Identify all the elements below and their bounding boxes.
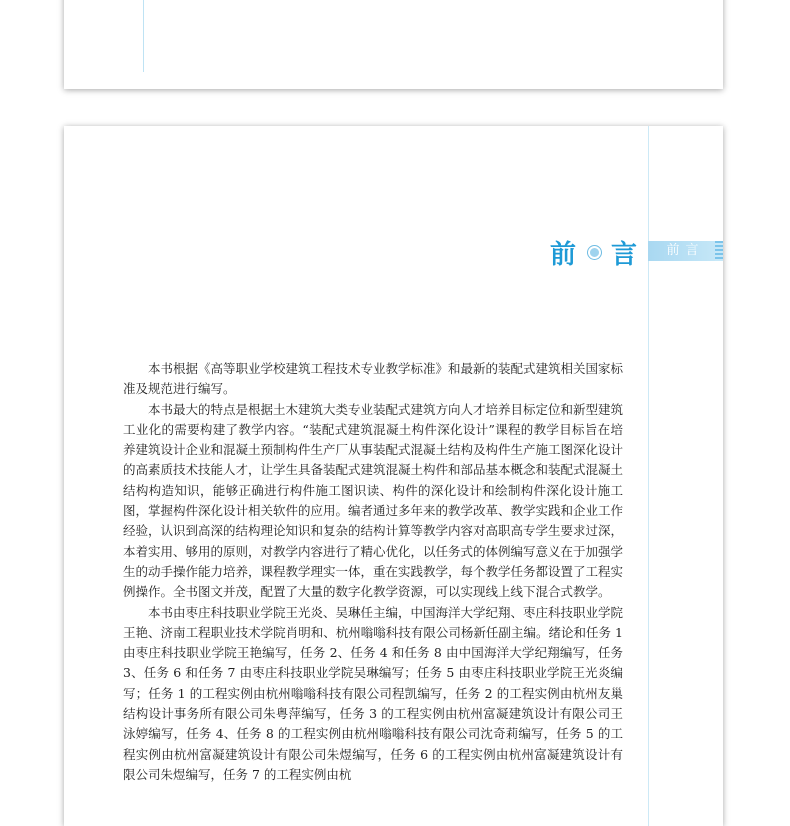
body-text [123,359,623,785]
chapter-title-left: 前 [550,239,579,270]
paragraph-2: 本书最大的特点是根据土木建筑大类专业装配式建筑方向人才培养目标定位和新型建筑工业化的需要构建了教学内容。“装配式建筑混凝土构件深化设计”课程的教学目标旨在培养建筑设计企业和混凝土预制构件生产厂从事装配式混凝土结构及构件生产施工图深化设计的高素质技术技能人才，让学生具备装配式建筑混凝土构件和部品基本概念和装配式混凝土结构构造知识，能够正确进行构件施工图识读、构件的深化设计和绘制构件深化设计施工图，掌握构件深化设计相关软件的应用。编者通过多年来的教学改革、教学实践和企业工作经验，认识到高深的结构理论知识和复杂的结构计算等教学内容对高职高专学生要求过深，本着实用、够用的原则，对教学内容进行了精心优化，以任务式的体例编写意义在于加强学生的动手操作能力培养，课程教学理实一体，重在实践教学，每个教学任务都设置了工程实例操作。全书图文并茂，配置了大量的数字化教学资源，可以实现线上线下混合式教学。 [123,401,624,600]
chapter-title-right: 言 [611,239,640,270]
previous-page [64,0,723,89]
page-margin-line [648,126,649,826]
side-tab [648,241,723,261]
chapter-title [550,232,639,272]
paragraph-3: 本书由枣庄科技职业学院王光炎、吴琳任主编，中国海洋大学纪翔、枣庄科技职业学院王艳、济南工程职业技术学院肖明和、杭州嗡嗡科技有限公司杨新任副主编。绪论和任务 1 由枣庄科技职业学院王艳编写，任务 2、任务 4 和任务 8 由中国海洋大学纪翔编写，任务 3、任务 6 和任务 7 由枣庄科技职业学院吴琳编写；任务 5 由枣庄科技职业学院王光炎编写；任务 1 的工程实例由杭州嗡嗡科技有限公司程凯编写，任务 2 的工程实例由杭州友巢结构设计事务所有限公司朱粤萍编写，任务 3 的工程实例由杭州富凝建筑设计有限公司王泳婷编写，任务 4、任务 8 的工程实例由杭州嗡嗡科技有限公司沈奇莉编写，任务 5 的工程实例由杭州富凝建筑设计有限公司朱煜编写，任务 6 的工程实例由杭州富凝建筑设计有限公司朱煜编写，任务 7 的工程实例由杭 [123,604,624,782]
side-tab-label: 前言 [666,243,705,258]
title-dot-icon [588,246,601,259]
preface-page [64,126,723,826]
paragraph-1: 本书根据《高等职业学校建筑工程技术专业教学标准》和最新的装配式建筑相关国家标准及规范进行编写。 [123,361,624,397]
side-tab-stripe [715,241,723,261]
page-margin-line [143,0,144,72]
